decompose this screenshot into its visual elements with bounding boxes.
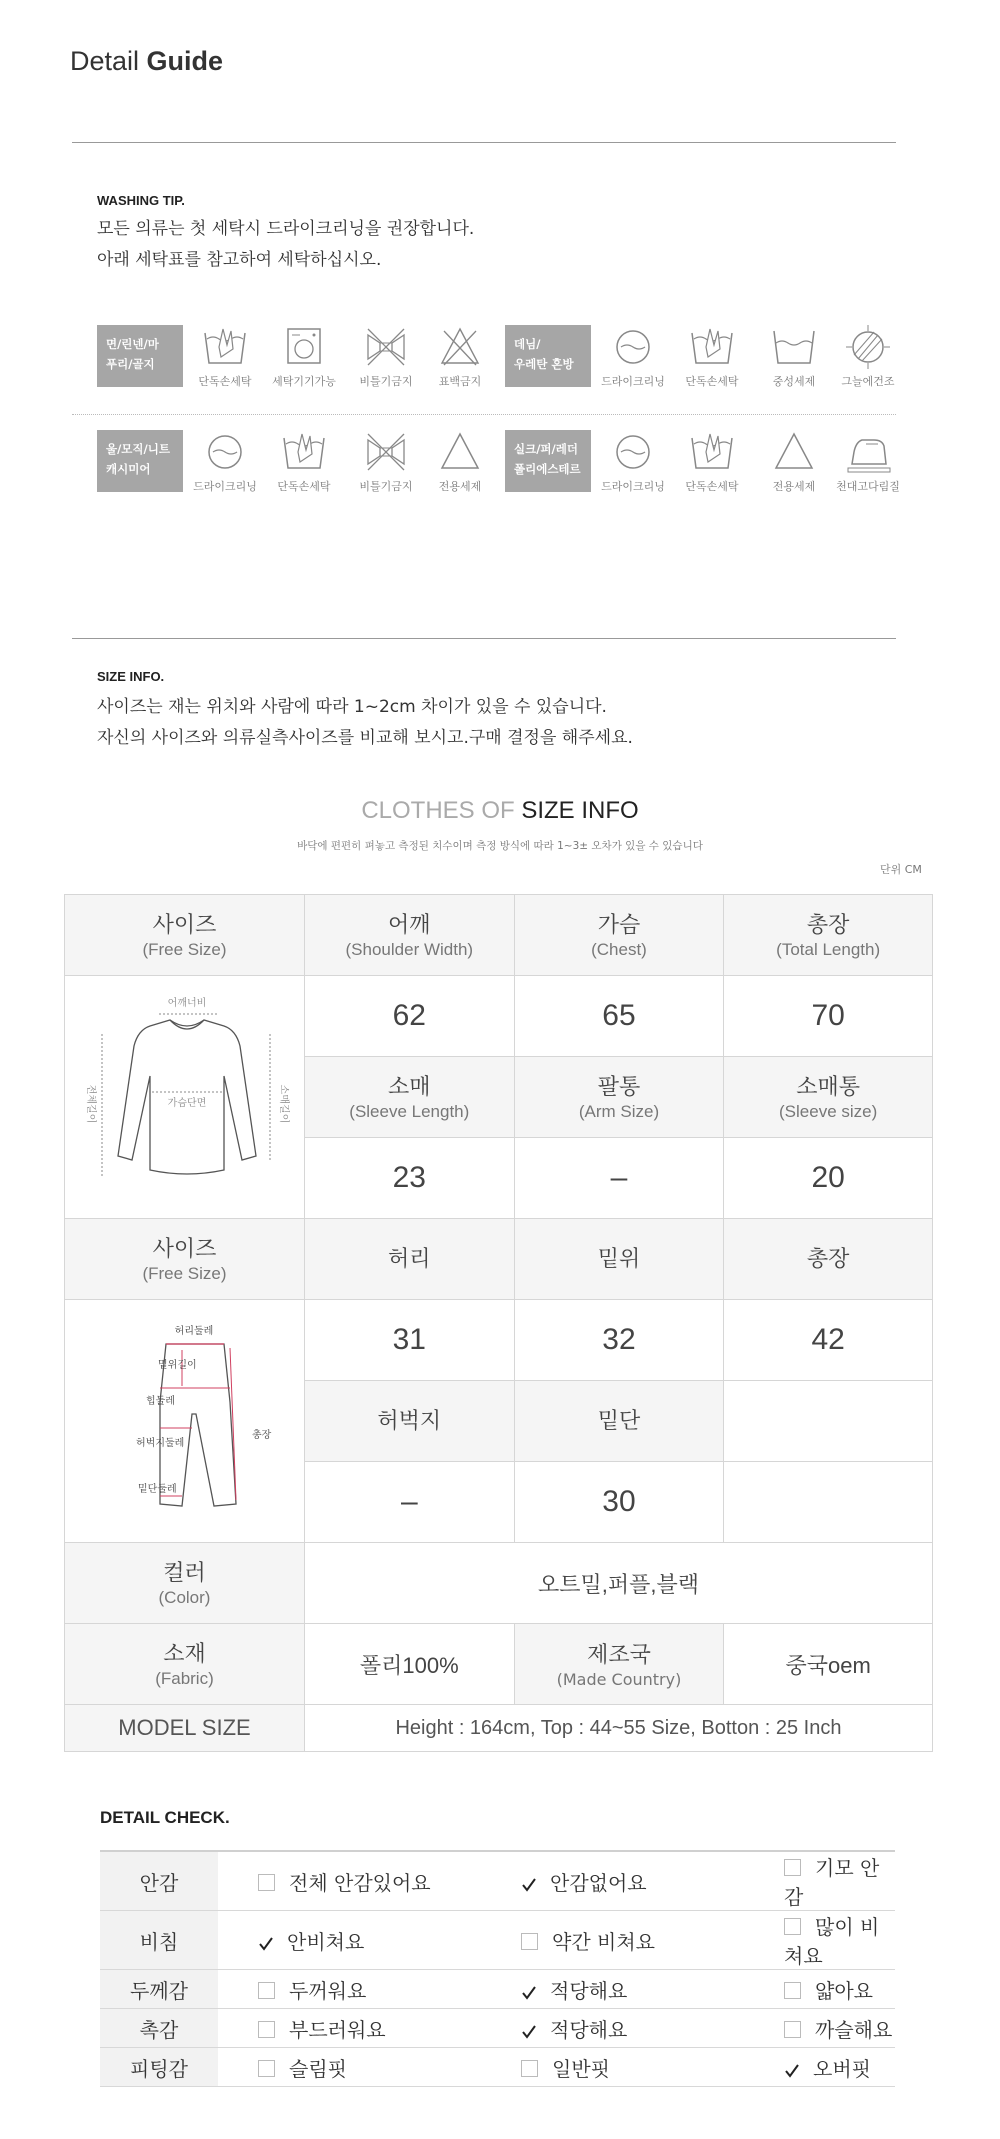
- check-option[interactable]: [218, 2048, 481, 2087]
- check-option-label: 안감없어요: [550, 1870, 647, 1895]
- wash-caption: 그늘에건조: [841, 375, 895, 388]
- hand-wash-icon: [688, 428, 736, 474]
- check-option[interactable]: [481, 2009, 744, 2048]
- header-ko: 사이즈: [152, 1236, 217, 1261]
- table-row: [65, 1624, 933, 1705]
- unchecked-checkbox-icon[interactable]: [784, 1918, 801, 1935]
- header-ko: 밑단: [597, 1408, 641, 1433]
- check-row: [100, 2048, 895, 2087]
- dry-clean-icon: [609, 428, 657, 474]
- header-ko: 총장: [806, 912, 850, 937]
- check-option-label: 적당해요: [550, 2017, 628, 2042]
- check-option-label: 적당해요: [550, 1978, 628, 2003]
- chest-value: 65: [602, 999, 636, 1032]
- check-option-label: 슬림핏: [289, 2056, 347, 2081]
- shirt-outline: [118, 1020, 256, 1174]
- fabric-value-cell: [304, 1624, 514, 1705]
- value-cell: [304, 976, 514, 1057]
- wash-caption: 드라이크리닝: [601, 480, 665, 493]
- check-option-label: 얇아요: [815, 1978, 873, 2003]
- rise-value: 32: [602, 1323, 636, 1356]
- title-light: Detail: [70, 46, 140, 76]
- fabric-group-badge: [505, 325, 591, 387]
- checked-checkbox-icon[interactable]: [258, 1933, 274, 1949]
- size-info-text: [97, 692, 633, 754]
- badge-line: 푸리/골지: [106, 357, 155, 371]
- size-table: [64, 894, 933, 1752]
- header-en: (Shoulder Width): [345, 940, 474, 959]
- wash-symbol: [420, 323, 500, 389]
- total-length-value: 70: [811, 999, 845, 1032]
- value-cell: [724, 1300, 933, 1381]
- fabric-value: 폴리100%: [359, 1652, 459, 1678]
- shoulder-value: 62: [392, 999, 426, 1032]
- washing-line-1: 모든 의류는 첫 세탁시 드라이크리닝을 권장합니다.: [97, 219, 475, 239]
- unchecked-checkbox-icon[interactable]: [784, 1859, 801, 1876]
- wash-caption: 단독손세탁: [198, 375, 252, 388]
- wash-caption: 비틀기금지: [359, 375, 413, 388]
- wash-symbol: [346, 323, 426, 389]
- size-header-cell: [65, 1219, 305, 1300]
- thigh-value: –: [400, 1485, 418, 1518]
- check-option-label: 기모 안감: [784, 1856, 880, 1909]
- check-row-label: 비침: [100, 1911, 218, 1970]
- header-en: (Chest): [591, 940, 647, 959]
- wash-symbol: [185, 428, 265, 494]
- no-bleach-icon: [436, 323, 484, 369]
- value-cell: [514, 976, 724, 1057]
- header-en: (Made Country): [556, 1669, 682, 1689]
- sleeve-size-value: 20: [811, 1161, 845, 1194]
- hip-label: 힙둘레: [146, 1396, 176, 1407]
- thigh-header-cell: [304, 1381, 514, 1462]
- sleeve-length-label: 소매길이: [278, 1084, 290, 1124]
- divider: [72, 142, 896, 143]
- value-cell: [514, 1300, 724, 1381]
- shade-dry-icon: [844, 323, 892, 369]
- check-row: [100, 1970, 895, 2009]
- wash-caption: 단독손세탁: [277, 480, 331, 493]
- badge-line: 실크/퍼/레더: [514, 442, 578, 456]
- table-row: [65, 1705, 933, 1752]
- check-row-label: 촉감: [100, 2009, 218, 2048]
- wash-caption: 드라이크리닝: [601, 375, 665, 388]
- dry-clean-icon: [609, 323, 657, 369]
- rise-header-cell: [514, 1219, 724, 1300]
- header-en: (Sleeve size): [779, 1102, 878, 1121]
- value-cell: [724, 1138, 933, 1219]
- title-bold: Guide: [146, 46, 224, 76]
- sleeve-value: 23: [392, 1161, 426, 1194]
- header-ko: 허리: [388, 1246, 431, 1271]
- no-wring-icon: [362, 428, 410, 474]
- bottom-diagram-cell: [65, 1300, 305, 1543]
- unchecked-checkbox-icon[interactable]: [258, 1874, 275, 1891]
- check-option-label: 두꺼워요: [289, 1978, 367, 2003]
- header-ko: 컬러: [163, 1560, 206, 1585]
- top-garment-diagram: [74, 980, 294, 1210]
- header-ko: 어깨: [388, 912, 431, 937]
- fabric-header-cell: [65, 1624, 305, 1705]
- rise-label: 밑위길이: [158, 1360, 198, 1371]
- size-info-line-1: 사이즈는 재는 위치와 사람에 따라 1~2cm 차이가 있을 수 있습니다.: [97, 697, 607, 717]
- top-diagram-cell: [65, 976, 305, 1219]
- header-ko: 제조국: [587, 1641, 651, 1667]
- wash-caption: 단독손세탁: [685, 480, 739, 493]
- value-cell: [304, 1138, 514, 1219]
- country-value-cell: [724, 1624, 933, 1705]
- wash-caption: 세탁기기가능: [272, 375, 336, 388]
- model-header-cell: [65, 1705, 305, 1752]
- unchecked-checkbox-icon[interactable]: [258, 2021, 275, 2038]
- hand-wash-icon: [280, 428, 328, 474]
- divider: [72, 638, 896, 639]
- unchecked-checkbox-icon[interactable]: [521, 1933, 538, 1950]
- check-row: [100, 1911, 895, 1970]
- check-option-label: 오버핏: [813, 2056, 871, 2081]
- value-cell: [304, 1462, 514, 1543]
- waist-header-cell: [304, 1219, 514, 1300]
- country-value: 중국oem: [785, 1652, 871, 1678]
- header-ko: 허벅지: [377, 1408, 442, 1433]
- size-header-cell: [65, 895, 305, 976]
- check-option[interactable]: [218, 1970, 481, 2009]
- sleeve-size-header-cell: [724, 1057, 933, 1138]
- check-row-label: 피팅감: [100, 2048, 218, 2087]
- badge-line: 폴리에스테르: [514, 462, 581, 476]
- size-chart-subtitle: 바닥에 편편히 펴놓고 측정된 치수이며 측정 방식에 따라 1~3± 오차가 있을 수 있습니다: [297, 840, 703, 852]
- iron-cloth-icon: [844, 428, 892, 474]
- chest-label: 가슴단면: [168, 1098, 207, 1109]
- unchecked-checkbox-icon[interactable]: [784, 2021, 801, 2038]
- header-en: (Arm Size): [578, 1102, 660, 1121]
- check-row: [100, 1851, 895, 1911]
- check-option-label: 까슬해요: [815, 2017, 893, 2042]
- check-option[interactable]: [481, 1970, 744, 2009]
- header-en: (Total Length): [776, 940, 881, 959]
- empty-cell: [724, 1462, 933, 1543]
- wash-symbol: [754, 323, 834, 389]
- check-option[interactable]: [744, 2048, 895, 2087]
- check-option-label: 많이 비쳐요: [784, 1915, 880, 1968]
- washing-line-2: 아래 세탁표를 참고하여 세탁하십시오.: [97, 250, 382, 270]
- special-detergent-icon: [436, 428, 484, 474]
- no-wring-icon: [362, 323, 410, 369]
- badge-line: 면/린넨/마: [106, 337, 159, 351]
- unchecked-checkbox-icon[interactable]: [258, 2060, 275, 2077]
- checked-checkbox-icon[interactable]: [784, 2060, 800, 2076]
- length-label: 총장: [252, 1430, 272, 1441]
- value-cell: [514, 1138, 724, 1219]
- table-row: [65, 1543, 933, 1624]
- header-ko: 팔통: [597, 1074, 641, 1099]
- length-value: 42: [811, 1323, 845, 1356]
- total-length-label: 전체길이: [85, 1084, 97, 1124]
- header-ko: 가슴: [597, 912, 641, 937]
- header-ko: 밑위: [597, 1246, 641, 1271]
- arm-value: –: [610, 1161, 628, 1194]
- header-en: (Fabric): [155, 1669, 214, 1688]
- check-option-label: 전체 안감있어요: [289, 1870, 431, 1895]
- size-info-title: SIZE INFO.: [97, 669, 165, 684]
- check-option[interactable]: [744, 1911, 895, 1970]
- color-header-cell: [65, 1543, 305, 1624]
- size-chart-title: [0, 797, 1000, 825]
- chest-header-cell: [514, 895, 724, 976]
- unchecked-checkbox-icon[interactable]: [258, 1982, 275, 1999]
- hem-value: 30: [602, 1485, 636, 1518]
- size-chart-title-light: CLOTHES OF: [361, 797, 522, 824]
- check-option[interactable]: [481, 2048, 744, 2087]
- washing-text: [97, 214, 474, 276]
- table-row: [65, 895, 933, 976]
- wash-caption: 중성세제: [772, 375, 816, 388]
- check-option[interactable]: [218, 1911, 481, 1970]
- header-ko: 총장: [806, 1246, 850, 1271]
- header-ko: 소매통: [796, 1074, 861, 1099]
- wash-symbol: [264, 323, 344, 389]
- length-header-cell: [724, 1219, 933, 1300]
- waist-label: 허리둘레: [175, 1326, 214, 1337]
- country-header-cell: [514, 1624, 724, 1705]
- neutral-detergent-icon: [770, 323, 818, 369]
- wash-symbol: [185, 323, 265, 389]
- check-option[interactable]: [744, 2009, 895, 2048]
- wash-symbol: [420, 428, 500, 494]
- header-en: (Sleeve Length): [349, 1102, 470, 1121]
- check-option-label: 일반핏: [552, 2056, 610, 2081]
- wash-caption: 전용세제: [438, 480, 482, 493]
- check-option[interactable]: [744, 1851, 895, 1911]
- value-cell: [724, 976, 933, 1057]
- page-title: [70, 46, 223, 77]
- shoulder-header-cell: [304, 895, 514, 976]
- hand-wash-icon: [201, 323, 249, 369]
- washing-title: WASHING TIP.: [97, 193, 185, 208]
- badge-line: 데님/: [514, 337, 541, 351]
- fabric-group-badge: [505, 430, 591, 492]
- fabric-group-badge: [97, 325, 183, 387]
- header-ko: 소매: [388, 1074, 431, 1099]
- color-value-cell: [304, 1543, 932, 1624]
- dry-clean-icon: [201, 428, 249, 474]
- wash-symbol: [346, 428, 426, 494]
- color-value: 오트밀,퍼플,블랙: [537, 1571, 699, 1597]
- check-option[interactable]: [218, 2009, 481, 2048]
- detail-check-table: [100, 1850, 895, 2087]
- wash-symbol: [672, 428, 752, 494]
- table-row: [65, 976, 933, 1057]
- check-option-label: 부드러워요: [289, 2017, 386, 2042]
- detail-check-title: DETAIL CHECK.: [100, 1808, 230, 1827]
- header-en: (Free Size): [142, 940, 227, 959]
- total-length-header-cell: [724, 895, 933, 976]
- check-option-label: 안비쳐요: [287, 1929, 365, 1954]
- header-en: (Color): [158, 1588, 211, 1607]
- table-row: [65, 1219, 933, 1300]
- wash-symbol: [593, 428, 673, 494]
- dotted-divider: [72, 414, 896, 415]
- waist-value: 31: [392, 1323, 426, 1356]
- checked-checkbox-icon[interactable]: [521, 2021, 537, 2037]
- model-value-cell: [304, 1705, 932, 1752]
- check-row-label: 두께감: [100, 1970, 218, 2009]
- arm-header-cell: [514, 1057, 724, 1138]
- hand-wash-icon: [688, 323, 736, 369]
- size-info-line-2: 자신의 사이즈와 의류실측사이즈를 비교해 보시고.구매 결정을 해주세요.: [97, 728, 633, 748]
- wash-caption: 전용세제: [772, 480, 816, 493]
- pants-diagram: [74, 1304, 294, 1534]
- fabric-group-badge: [97, 430, 183, 492]
- washing-machine-icon: [280, 323, 328, 369]
- header-ko: 소재: [163, 1641, 206, 1666]
- wash-caption: 비틀기금지: [359, 480, 413, 493]
- empty-cell: [724, 1381, 933, 1462]
- unit-label: 단위 CM: [880, 863, 922, 876]
- check-option[interactable]: [481, 1911, 744, 1970]
- value-cell: [514, 1462, 724, 1543]
- badge-line: 캐시미어: [106, 462, 151, 476]
- table-row: [65, 1300, 933, 1381]
- hem-header-cell: [514, 1381, 724, 1462]
- badge-line: 우레탄 혼방: [514, 357, 574, 371]
- thigh-label: 허벅지둘레: [136, 1438, 185, 1449]
- check-row: [100, 2009, 895, 2048]
- shirt-neck: [170, 1020, 204, 1029]
- size-chart-title-bold: SIZE INFO: [521, 797, 639, 824]
- shoulder-label: 어깨너비: [168, 998, 207, 1009]
- unchecked-checkbox-icon[interactable]: [521, 2060, 538, 2077]
- check-option[interactable]: [481, 1851, 744, 1911]
- check-option[interactable]: [744, 1970, 895, 2009]
- wash-caption: 표백금지: [438, 375, 482, 388]
- wash-symbol: [828, 428, 908, 494]
- hem-label: 밑단둘레: [138, 1484, 178, 1495]
- wash-symbol: [672, 323, 752, 389]
- unchecked-checkbox-icon[interactable]: [784, 1982, 801, 1999]
- checked-checkbox-icon[interactable]: [521, 1874, 537, 1890]
- wash-symbol: [593, 323, 673, 389]
- wash-symbol: [754, 428, 834, 494]
- check-row-label: 안감: [100, 1851, 218, 1911]
- wash-caption: 단독손세탁: [685, 375, 739, 388]
- check-option-label: 약간 비쳐요: [552, 1929, 655, 1954]
- header-en: (Free Size): [142, 1264, 227, 1283]
- wash-symbol: [264, 428, 344, 494]
- wash-caption: 드라이크리닝: [193, 480, 257, 493]
- header-ko: 사이즈: [152, 912, 217, 937]
- wash-caption: 천대고다림질: [836, 480, 900, 493]
- special-detergent-icon: [770, 428, 818, 474]
- checked-checkbox-icon[interactable]: [521, 1982, 537, 1998]
- wash-symbol: [828, 323, 908, 389]
- model-label: MODEL SIZE: [118, 1715, 251, 1740]
- model-value: Height : 164cm, Top : 44~55 Size, Botton : 25 Inch: [395, 1716, 842, 1739]
- sleeve-header-cell: [304, 1057, 514, 1138]
- badge-line: 울/모직/니트: [106, 442, 170, 456]
- check-option[interactable]: [218, 1851, 481, 1911]
- value-cell: [304, 1300, 514, 1381]
